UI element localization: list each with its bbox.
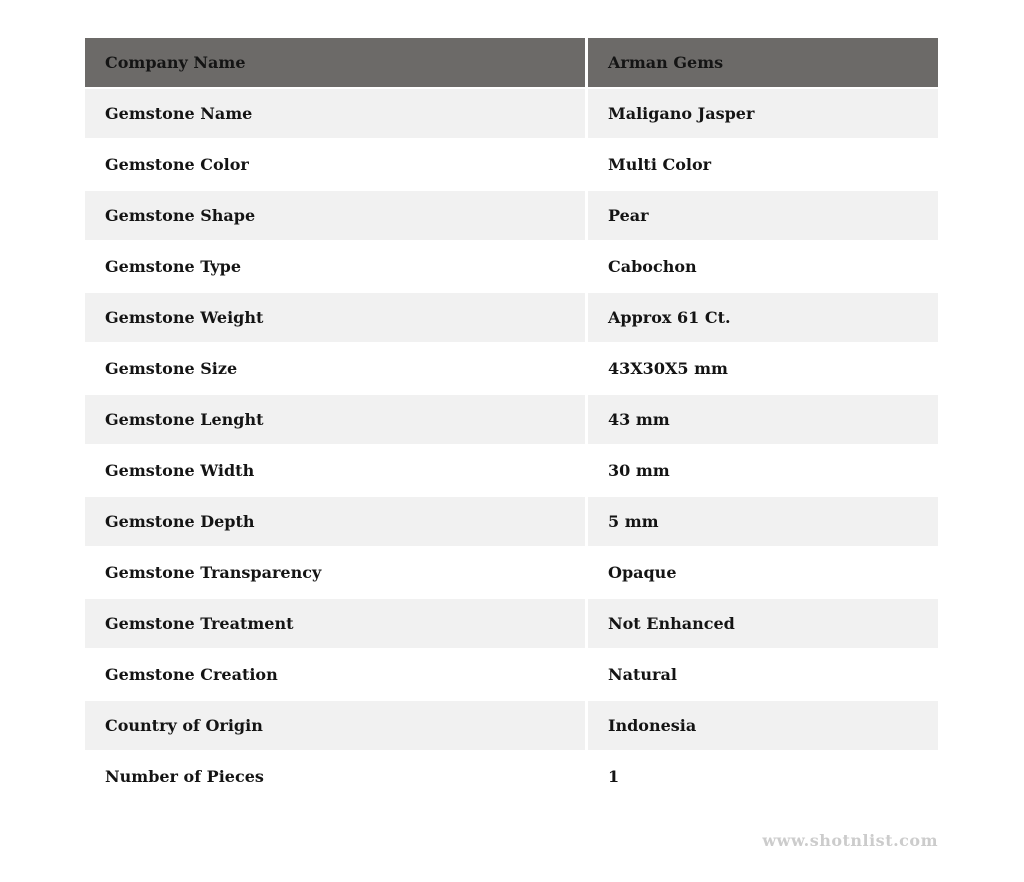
row-label-cell: Gemstone Creation	[85, 650, 585, 701]
header-value-cell: Arman Gems	[585, 38, 938, 89]
row-label-cell: Gemstone Size	[85, 344, 585, 395]
table-row	[85, 89, 938, 140]
row-label-cell: Gemstone Treatment	[85, 599, 585, 650]
table-header-row	[85, 38, 938, 89]
row-label-cell: Country of Origin	[85, 701, 585, 752]
table-row	[85, 446, 938, 497]
row-value-cell: 5 mm	[585, 497, 938, 548]
row-label-cell: Gemstone Color	[85, 140, 585, 191]
row-value-cell: Indonesia	[585, 701, 938, 752]
gemstone-spec-table	[85, 38, 938, 803]
table-row	[85, 701, 938, 752]
row-label-cell: Gemstone Lenght	[85, 395, 585, 446]
table-row	[85, 395, 938, 446]
row-value-cell: Natural	[585, 650, 938, 701]
row-value-cell: Multi Color	[585, 140, 938, 191]
row-value-cell: Cabochon	[585, 242, 938, 293]
table-row	[85, 497, 938, 548]
row-value-cell: 43 mm	[585, 395, 938, 446]
row-label-cell: Gemstone Width	[85, 446, 585, 497]
gemstone-spec-table-container	[85, 38, 938, 803]
table-row	[85, 242, 938, 293]
table-row	[85, 599, 938, 650]
row-value-cell: Approx 61 Ct.	[585, 293, 938, 344]
row-value-cell: 43X30X5 mm	[585, 344, 938, 395]
row-label-cell: Gemstone Name	[85, 89, 585, 140]
row-label-cell: Number of Pieces	[85, 752, 585, 803]
header-label-cell: Company Name	[85, 38, 585, 89]
row-label-cell: Gemstone Type	[85, 242, 585, 293]
row-value-cell: Maligano Jasper	[585, 89, 938, 140]
table-row	[85, 140, 938, 191]
table-row	[85, 191, 938, 242]
row-value-cell: 1	[585, 752, 938, 803]
table-row	[85, 548, 938, 599]
row-label-cell: Gemstone Transparency	[85, 548, 585, 599]
table-row	[85, 650, 938, 701]
row-label-cell: Gemstone Shape	[85, 191, 585, 242]
row-value-cell: Opaque	[585, 548, 938, 599]
row-label-cell: Gemstone Weight	[85, 293, 585, 344]
table-row	[85, 344, 938, 395]
row-value-cell: Not Enhanced	[585, 599, 938, 650]
row-label-cell: Gemstone Depth	[85, 497, 585, 548]
row-value-cell: 30 mm	[585, 446, 938, 497]
table-row	[85, 293, 938, 344]
row-value-cell: Pear	[585, 191, 938, 242]
watermark-url: www.shotnlist.com	[762, 831, 938, 850]
table-row	[85, 752, 938, 803]
